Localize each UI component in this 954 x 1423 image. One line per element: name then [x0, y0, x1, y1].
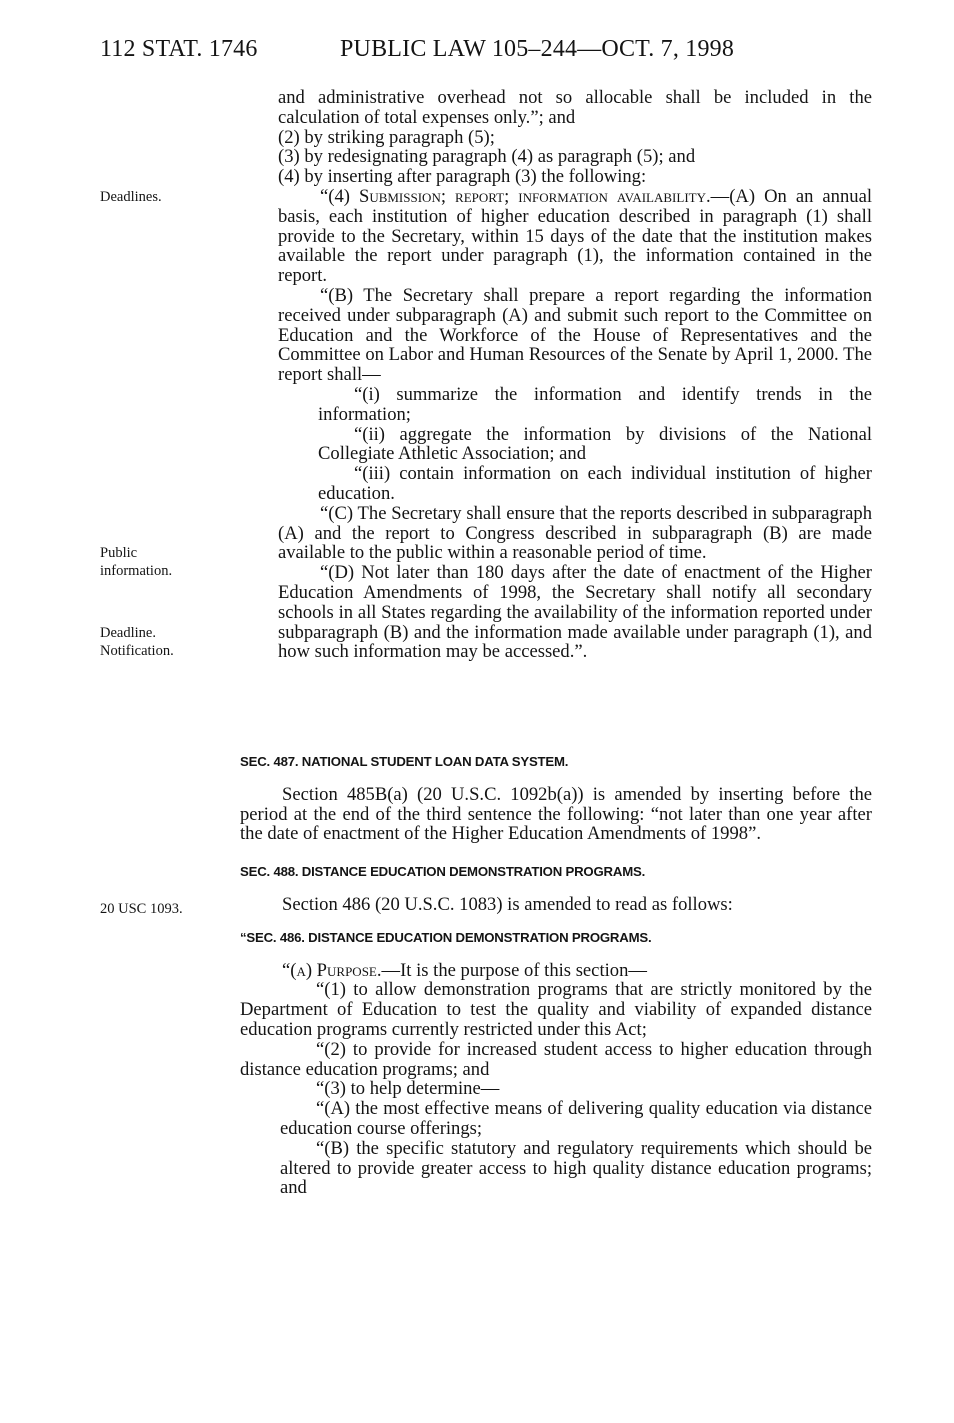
list-item: “(A) the most effective means of delivering quality education via distance education course offerings; [280, 1098, 872, 1139]
margin-note-deadline-notification [100, 624, 210, 660]
section-heading-486: “SEC. 486. DISTANCE EDUCATION DEMONSTRATION PROGRAMS. [240, 929, 652, 945]
page-title: PUBLIC LAW 105–244—OCT. 7, 1998 [340, 36, 735, 62]
list-item: “(ii) aggregate the information by divisions of the National Collegiate Athletic Association; and [318, 423, 872, 465]
sections-text [240, 752, 872, 1198]
purpose-heading: “(a) Purpose. [282, 959, 382, 981]
list-item: “(B) the specific statutory and regulatory requirements which should be altered to provide greater access to high quality distance education programs; and [280, 1137, 872, 1199]
paragraph-submission [278, 187, 872, 286]
amendment-text [278, 88, 872, 662]
section-487-text: Section 485B(a) (20 U.S.C. 1092b(a)) is amended by inserting before the period at the end of the third sentence the following: “not later than one year after the date of enactment of the Higher Education Amendments of 1998”. [240, 783, 872, 845]
list-item: “(i) summarize the information and identify trends in the information; [318, 383, 872, 425]
paragraph: and administrative overhead not so allocable shall be included in the calculation of total expenses only.”; and [278, 87, 872, 128]
list-item: “(1) to allow demonstration programs that are strictly monitored by the Department of Education to test the quality and viability of expanded distance education programs currently restricted under this Act; [240, 979, 872, 1040]
section-heading-487: SEC. 487. NATIONAL STUDENT LOAN DATA SYSTEM. [240, 754, 569, 769]
margin-note-notification: Notification. [100, 643, 174, 659]
purpose-text: —It is the purpose of this section— [381, 959, 647, 981]
margin-note-public-information: Public information. [100, 545, 173, 579]
paragraph: “(D) Not later than 180 days after the date of enactment of the Higher Education Amendments of 1998, the Secretary shall notify all secondary schools in all States regarding the availability of the information reported under subparagraph (B) and the information made available under paragraph (1), and how such information may be accessed.”. [278, 562, 872, 663]
section-heading-488: SEC. 488. DISTANCE EDUCATION DEMONSTRATION PROGRAMS. [240, 864, 646, 880]
section-488-text: Section 486 (20 U.S.C. 1083) is amended to read as follows: [282, 893, 733, 915]
paragraph: “(C) The Secretary shall ensure that the reports described in subparagraph (A) and the report to Congress described in subparagraph (B) are made available to the public within a reasonable period of time. [278, 502, 872, 564]
purpose-paragraph [240, 961, 872, 981]
paragraph: (3) by redesignating paragraph (4) as paragraph (5); and [278, 146, 696, 168]
margin-note-deadlines: Deadlines. [100, 189, 162, 205]
margin-note-usc: 20 USC 1093. [100, 901, 183, 917]
paragraph: “(B) The Secretary shall prepare a report regarding the information received under subparagraph (A) and submit such report to the Committee on Education and the Workforce of the House of Representatives and the Committee on Labor and Human Resources of the Senate by April 1, 2000. The report shall— [278, 284, 872, 386]
submission-heading: “(4) Submission; report; information availability. [320, 185, 711, 207]
submission-text: —(A) On an annual basis, each institution of higher education described in paragraph (1) shall provide to the Secretary, within 15 days of the date that the institution makes available the report under paragraph (1), the information contained in the report. [278, 185, 872, 287]
margin-note-deadline: Deadline. [100, 625, 156, 641]
paragraph: (2) by striking paragraph (5); [278, 126, 495, 148]
paragraph: (4) by inserting after paragraph (3) the following: [278, 166, 647, 188]
list-item: “(3) to help determine— [316, 1078, 500, 1100]
list-item: “(iii) contain information on each individual institution of higher education. [318, 463, 872, 504]
list-item: “(2) to provide for increased student access to higher education through distance education programs; and [240, 1038, 872, 1080]
stat-page-number: 112 STAT. 1746 [100, 36, 258, 62]
